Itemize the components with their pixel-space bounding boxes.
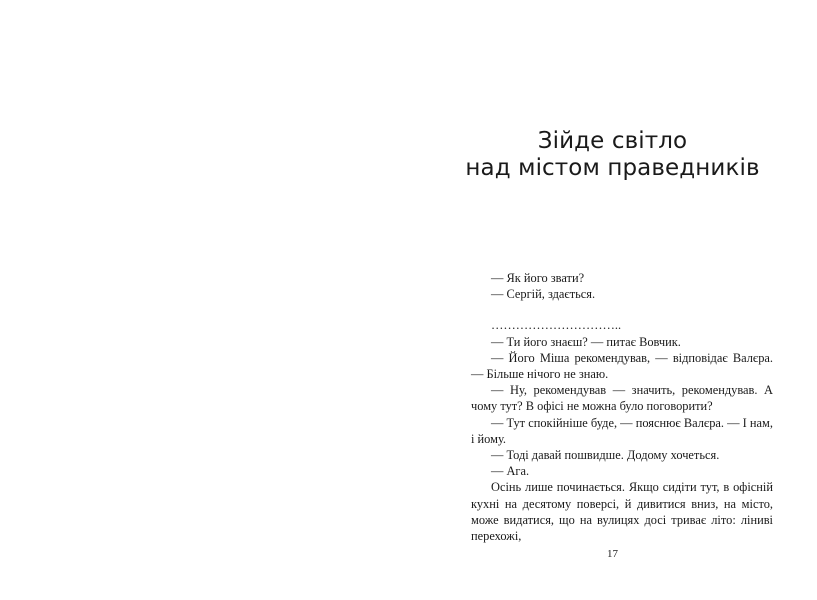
section-gap <box>471 302 773 317</box>
paragraph: — Його Міша рекомендував, — відповідає Валєра. — Більше нічого не знаю. <box>471 350 773 382</box>
paragraph: — Тоді давай пошвидше. Додому хочеться. <box>491 448 720 463</box>
page-number: 17 <box>607 548 618 560</box>
paragraph: — Сергій, здається. <box>491 287 596 302</box>
body-text <box>471 270 773 544</box>
paragraph: — Ага. <box>491 464 530 479</box>
chapter-title <box>408 128 817 182</box>
paragraph: — Ти його знаєш? — питає Вовчик. <box>491 334 681 349</box>
right-page <box>408 0 817 600</box>
chapter-title-line-1: Зійде світло <box>537 128 688 154</box>
paragraph: Осінь лише починається. Якщо сидіти тут, в офісній кухні на десятому поверсі, й дивитися вниз, на місто, може видатися, що на вулицях досі триває літо: ліниві перехожі, <box>471 480 773 544</box>
paragraph: — Як його звати? <box>491 271 585 285</box>
paragraph: — Тут спокійніше буде, — пояснює Валєра. — І нам, і йому. <box>471 415 773 446</box>
paragraph: — Ну, рекомендував — значить, рекомендував. А чому тут? В офісі не можна було поговорити? <box>471 383 773 414</box>
dots-separator: ………………………….. <box>491 318 622 333</box>
left-page-blank <box>0 0 408 600</box>
chapter-title-line-2: над містом праведників <box>465 155 760 181</box>
